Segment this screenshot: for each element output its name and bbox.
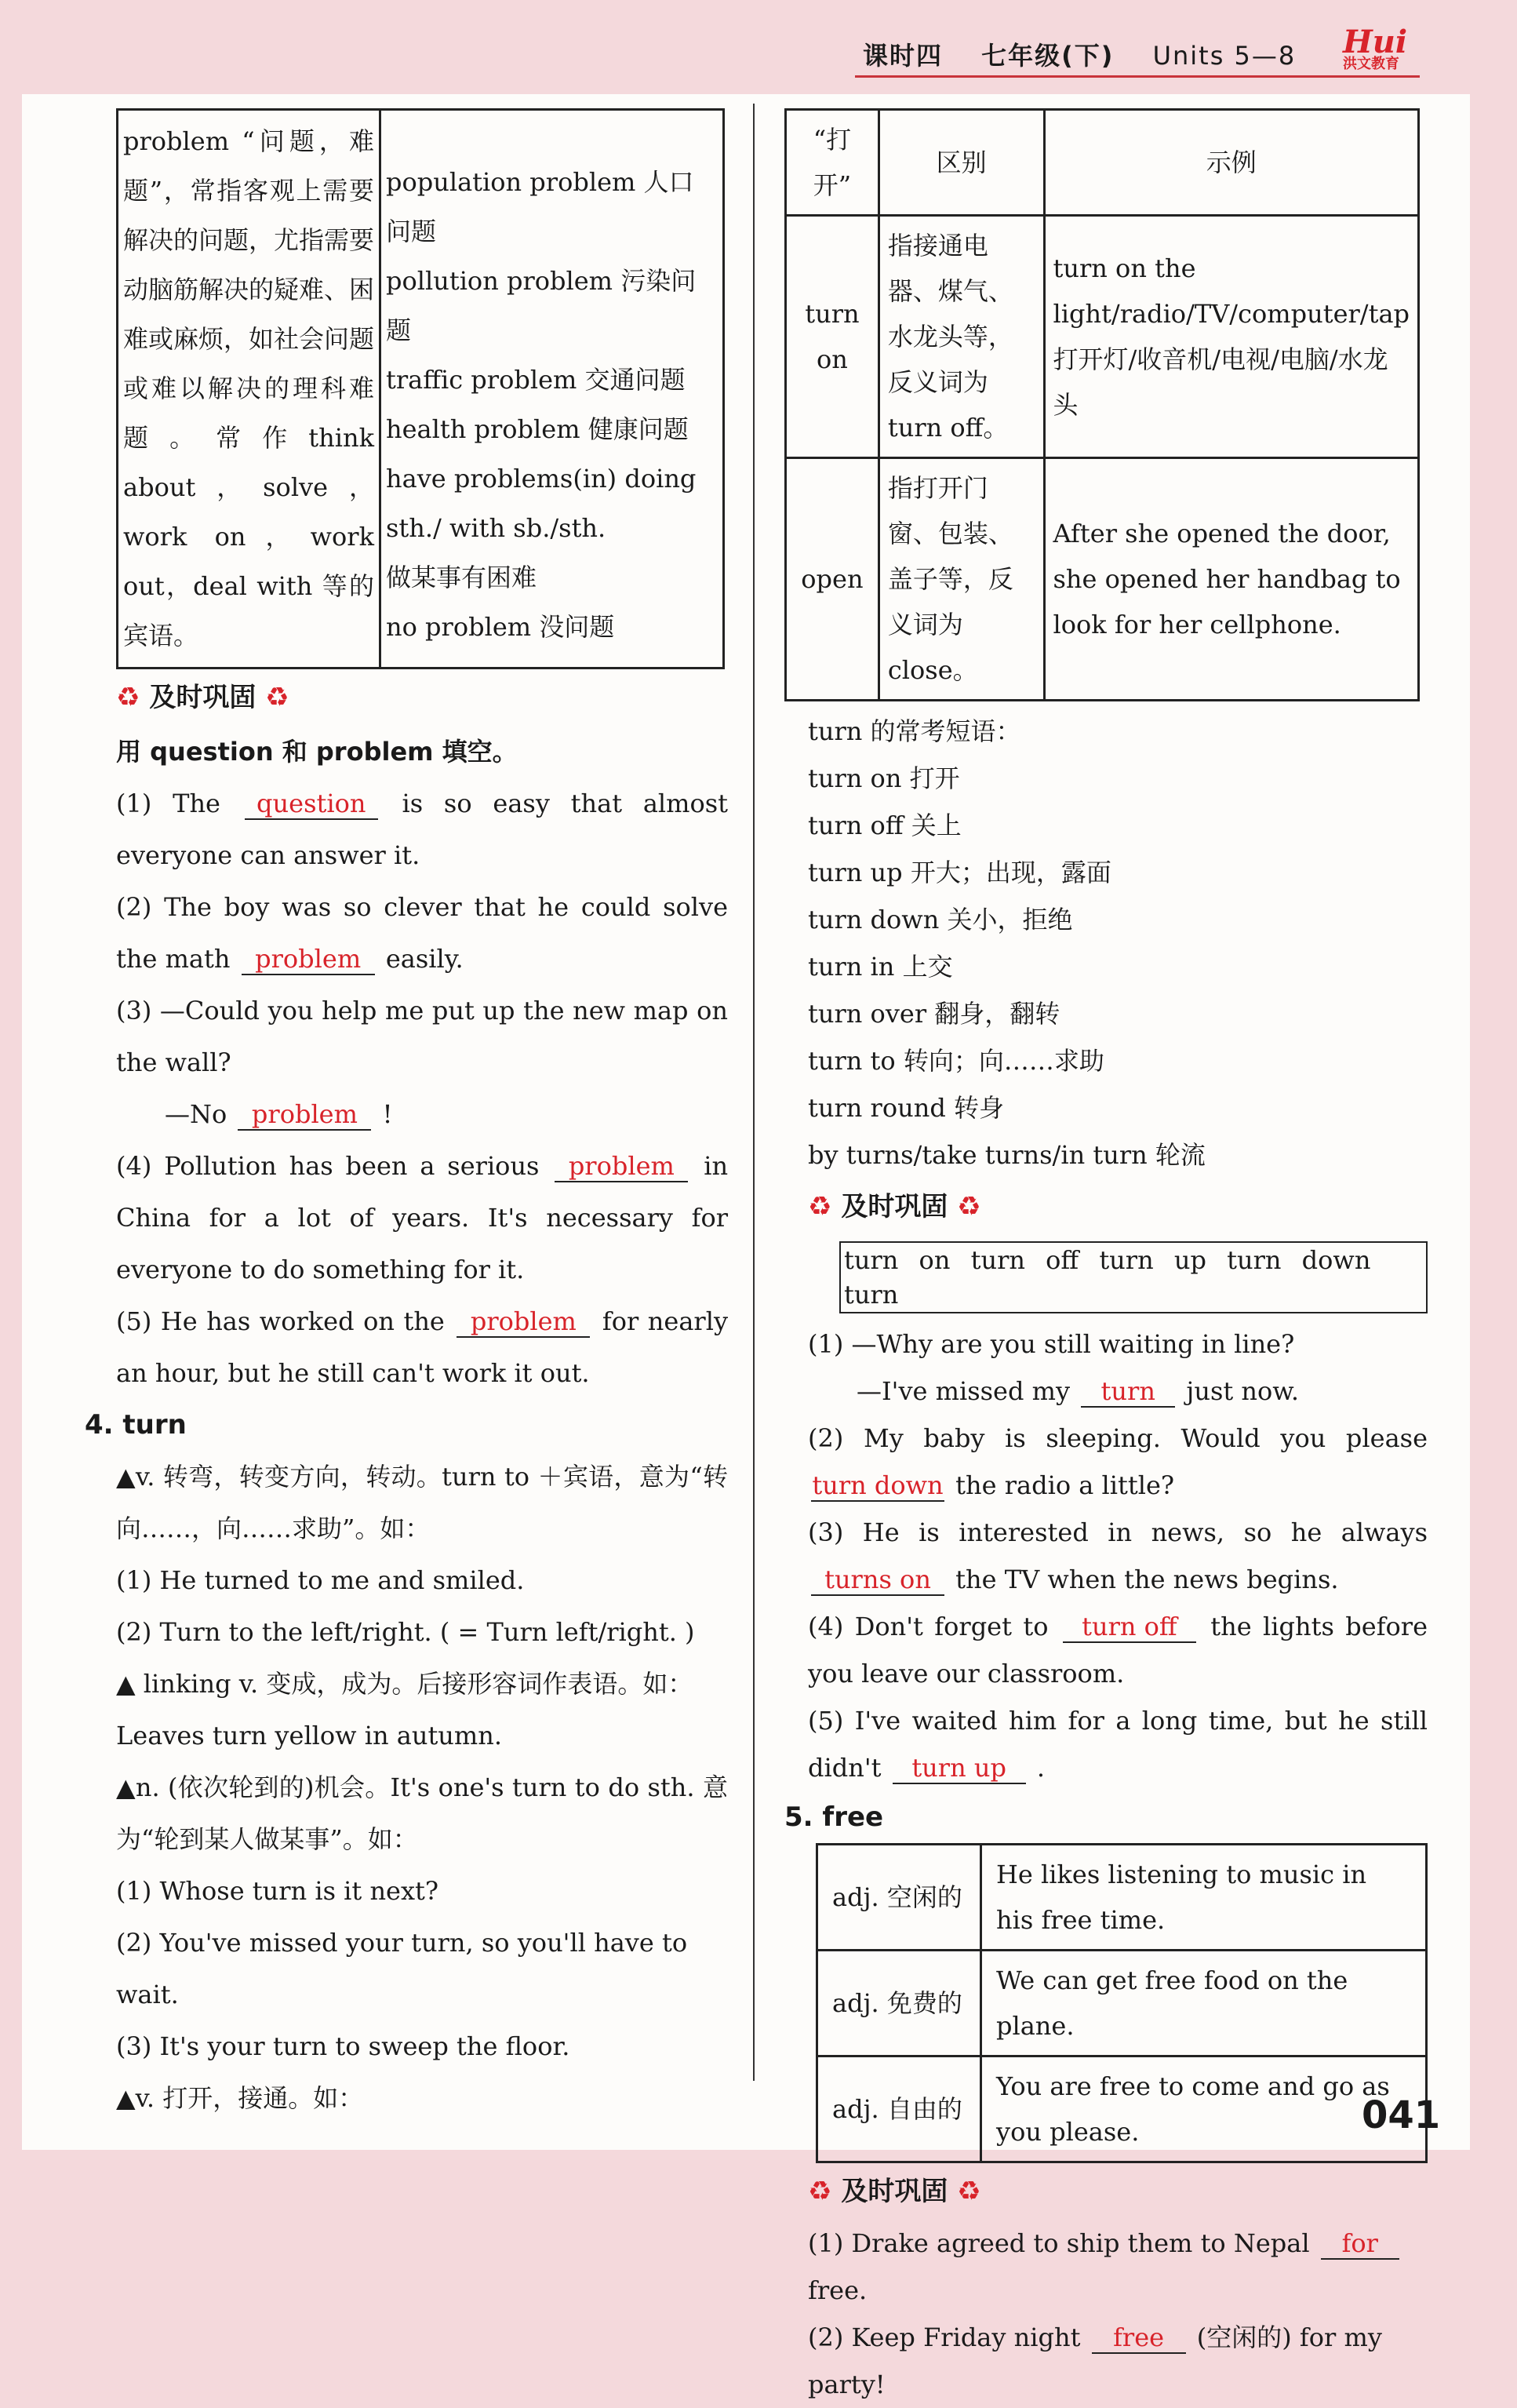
free-heading: 5. free: [784, 1801, 884, 1833]
left-column: [85, 108, 729, 2124]
table-cell: adj. 空闲的: [817, 1845, 981, 1951]
page-header: [863, 36, 1324, 72]
item-number: (1): [808, 2228, 844, 2258]
exercise-item: [116, 1140, 728, 1295]
item-text: is so easy that almost everyone can answer it.: [116, 789, 729, 870]
example-line: pollution problem 污染问题: [386, 266, 697, 345]
exercise-item: [116, 985, 728, 1088]
item-number: (5): [808, 1706, 844, 1736]
section-title: 及时巩固: [841, 1191, 948, 1222]
item-text: .: [1036, 1753, 1045, 1783]
exercise-list: [784, 1321, 1428, 1791]
phrase-item: turn to 转向；向……求助: [808, 1046, 1104, 1076]
phrase-item: turn on 打开: [808, 763, 960, 793]
item-number: (2): [116, 892, 152, 922]
table-cell: open: [786, 458, 879, 701]
exercise-item: [116, 1295, 728, 1399]
open-vs-turnon-table: [784, 108, 1420, 701]
exercise-list: [784, 2220, 1428, 2408]
item-text: —Why are you still waiting in line?: [851, 1329, 1295, 1359]
example-sentence: (2) Turn to the left/right. ( = Turn left/right. ): [116, 1617, 695, 1647]
turn-heading: 4. turn: [85, 1409, 187, 1441]
answer-blank[interactable]: problem: [555, 1151, 688, 1182]
answer-blank[interactable]: problem: [457, 1306, 590, 1338]
problem-table: [116, 108, 725, 669]
exercise-item: [808, 2220, 1428, 2314]
recycle-icon: ♻: [808, 2176, 832, 2207]
table-cell: You are free to come and go as you please.: [981, 2056, 1427, 2162]
phrase-item: turn in 上交: [808, 952, 953, 982]
recycle-icon: ♻: [957, 1191, 981, 1222]
answer-blank[interactable]: turn: [1081, 1376, 1175, 1408]
column-divider: [753, 104, 755, 2081]
section-title: 及时巩固: [841, 2176, 948, 2207]
item-number: (4): [808, 1612, 844, 1641]
exercise-item: [808, 1415, 1428, 1509]
table-cell: 指接通电器、煤气、水龙头等，反义词为 turn off。: [879, 216, 1044, 458]
answer-blank[interactable]: problem: [242, 944, 375, 975]
turn-noun-def: ▲n. (依次轮到的)机会。It's one's turn to do sth. 意为“轮到某人做某事”。如：: [116, 1772, 728, 1854]
turn-verb2-def: ▲v. 打开，接通。如：: [116, 2083, 364, 2113]
grade-label: 七年级(下): [981, 41, 1115, 71]
item-number: (2): [808, 1423, 844, 1453]
answer-blank[interactable]: turn off: [1063, 1612, 1196, 1643]
item-number: (5): [116, 1306, 152, 1336]
example-line: health problem 健康问题: [386, 414, 689, 444]
item-text: He has worked on the: [160, 1306, 445, 1336]
item-text: (空闲的) for my party!: [808, 2322, 1382, 2399]
recycle-icon: ♻: [957, 2176, 981, 2207]
header-rule: [855, 75, 1420, 78]
table-cell: adj. 免费的: [817, 1951, 981, 2056]
phrase-list: [784, 708, 1428, 1178]
example-line: traffic problem 交通问题: [386, 365, 686, 395]
page-number: 041: [1362, 2093, 1441, 2137]
table-cell: After she opened the door, she opened her handbag to look for her cellphone.: [1044, 458, 1419, 701]
example-line: have problems(in) doing sth./ with sb./sth.: [386, 464, 697, 543]
problem-examples: [380, 110, 724, 668]
exercise-instruction: 用 question 和 problem 填空。: [116, 737, 518, 767]
table-header: 区别: [879, 110, 1044, 216]
phrase-item: turn round 转身: [808, 1093, 1004, 1123]
phrase-item: turn down 关小，拒绝: [808, 905, 1073, 934]
item-text: just now.: [1186, 1376, 1300, 1406]
item-text: free.: [808, 2275, 868, 2305]
table-cell: 指打开门窗、包装、盖子等，反义词为 close。: [879, 458, 1044, 701]
units-label: Units 5—8: [1152, 41, 1297, 71]
phrase-item: turn off 关上: [808, 811, 962, 840]
publisher-logo: [1343, 24, 1418, 75]
table-cell: He likes listening to music in his free time.: [981, 1845, 1427, 1951]
exercise-item: [808, 1603, 1428, 1697]
example-sentence: (1) He turned to me and smiled.: [116, 1565, 525, 1595]
exercise-item: [808, 1509, 1428, 1603]
answer-blank[interactable]: turn down: [812, 1470, 944, 1500]
item-text: Drake agreed to ship them to Nepal: [851, 2228, 1310, 2258]
item-text: The: [173, 789, 220, 818]
exercise-item-reply: [116, 1088, 728, 1140]
section-title: 及时巩固: [149, 682, 256, 713]
item-text: for nearly an hour, but he still can't work it out.: [116, 1306, 729, 1388]
example-sentence: (2) You've missed your turn, so you'll have to wait.: [116, 1928, 688, 2009]
answer-blank[interactable]: for: [1321, 2228, 1399, 2260]
word-bank: turn on turn off turn up turn down turn: [839, 1241, 1428, 1313]
consolidate-heading: [116, 669, 728, 726]
free-table: [816, 1843, 1428, 2163]
item-text: He is interested in news, so he always: [862, 1517, 1428, 1547]
answer-blank[interactable]: problem: [238, 1099, 371, 1131]
turn-linking-def: ▲ linking v. 变成，成为。后接形容词作表语。如：: [116, 1669, 693, 1699]
table-cell: turn on: [786, 216, 879, 458]
recycle-icon: ♻: [265, 682, 289, 713]
example-sentence: (3) It's your turn to sweep the floor.: [116, 2031, 570, 2061]
phrase-list-title: turn 的常考短语：: [808, 716, 1021, 746]
item-number: (3): [116, 996, 152, 1025]
item-number: (1): [116, 789, 152, 818]
right-column: [784, 108, 1428, 2408]
example-line: population problem 人口问题: [386, 167, 694, 246]
item-text: the lights before you leave our classroom.: [808, 1612, 1428, 1689]
item-text: My baby is sleeping. Would you please: [863, 1423, 1428, 1453]
item-text: The boy was so clever that he could solve the math: [116, 892, 729, 974]
exercise-item: [808, 1321, 1428, 1368]
example-line: 做某事有困难: [386, 563, 537, 592]
exercise-item-reply: [808, 1368, 1428, 1415]
item-number: (4): [116, 1151, 152, 1181]
example-sentence: Leaves turn yellow in autumn.: [116, 1721, 503, 1750]
phrase-item: by turns/take turns/in turn 轮流: [808, 1140, 1206, 1170]
answer-blank[interactable]: turn up: [893, 1753, 1026, 1784]
item-text: in China for a lot of years. It's necessary for everyone to do something for it.: [116, 1151, 729, 1284]
answer-blank[interactable]: question: [245, 789, 378, 820]
example-sentence: (1) Whose turn is it next?: [116, 1876, 439, 1906]
exercise-item: [116, 778, 728, 881]
exercise-item: [116, 881, 728, 985]
table-cell: We can get free food on the plane.: [981, 1951, 1427, 2056]
consolidate-heading: [784, 1178, 1428, 1235]
item-text: Don't forget to: [854, 1612, 1049, 1641]
item-text: —Could you help me put up the new map on the wall?: [116, 996, 729, 1077]
item-number: (3): [808, 1517, 844, 1547]
item-number: (1): [808, 1329, 844, 1359]
logo-sub: 洪文教育: [1343, 56, 1399, 72]
table-header: 示例: [1044, 110, 1419, 216]
recycle-icon: ♻: [808, 1191, 832, 1222]
problem-definition: problem “问题，难题”，常指客观上需要解决的问题，尤指需要动脑筋解决的疑难、困难或麻烦，如社会问题或难以解决的理科难题。常作think about，solve，work on，work out，deal with 等的宾语。: [118, 110, 380, 668]
item-number: (2): [808, 2322, 844, 2352]
lesson-label: 课时四: [863, 41, 944, 71]
answer-blank[interactable]: free: [1092, 2322, 1186, 2354]
item-text: easily.: [385, 944, 464, 974]
item-text: —I've missed my: [857, 1376, 1071, 1406]
exercise-item: [808, 1697, 1428, 1791]
table-cell: turn on the light/radio/TV/computer/tap 打开灯/收音机/电视/电脑/水龙头: [1044, 216, 1419, 458]
item-text: the TV when the news begins.: [955, 1565, 1339, 1594]
phrase-item: turn up 开大；出现，露面: [808, 858, 1111, 887]
answer-blank[interactable]: turns on: [811, 1565, 944, 1596]
phrase-item: turn over 翻身，翻转: [808, 999, 1060, 1029]
recycle-icon: ♻: [116, 682, 140, 713]
example-line: no problem 没问题: [386, 612, 615, 642]
item-text: the radio a little?: [955, 1470, 1175, 1500]
table-header: “打开”: [786, 110, 879, 216]
item-text: Keep Friday night: [851, 2322, 1081, 2352]
item-text: !: [382, 1099, 393, 1129]
item-text: I've waited him for a long time, but he still didn't: [808, 1706, 1428, 1783]
item-text: —No: [165, 1099, 227, 1129]
table-cell: adj. 自由的: [817, 2056, 981, 2162]
item-text: Pollution has been a serious: [164, 1151, 540, 1181]
logo-text: Hui: [1343, 24, 1408, 60]
exercise-item: [808, 2314, 1428, 2408]
turn-verb-def: ▲v. 转弯，转变方向，转动。turn to ＋宾语，意为“转向……，向……求助”。如：: [116, 1462, 728, 1543]
consolidate-heading: [784, 2163, 1428, 2220]
